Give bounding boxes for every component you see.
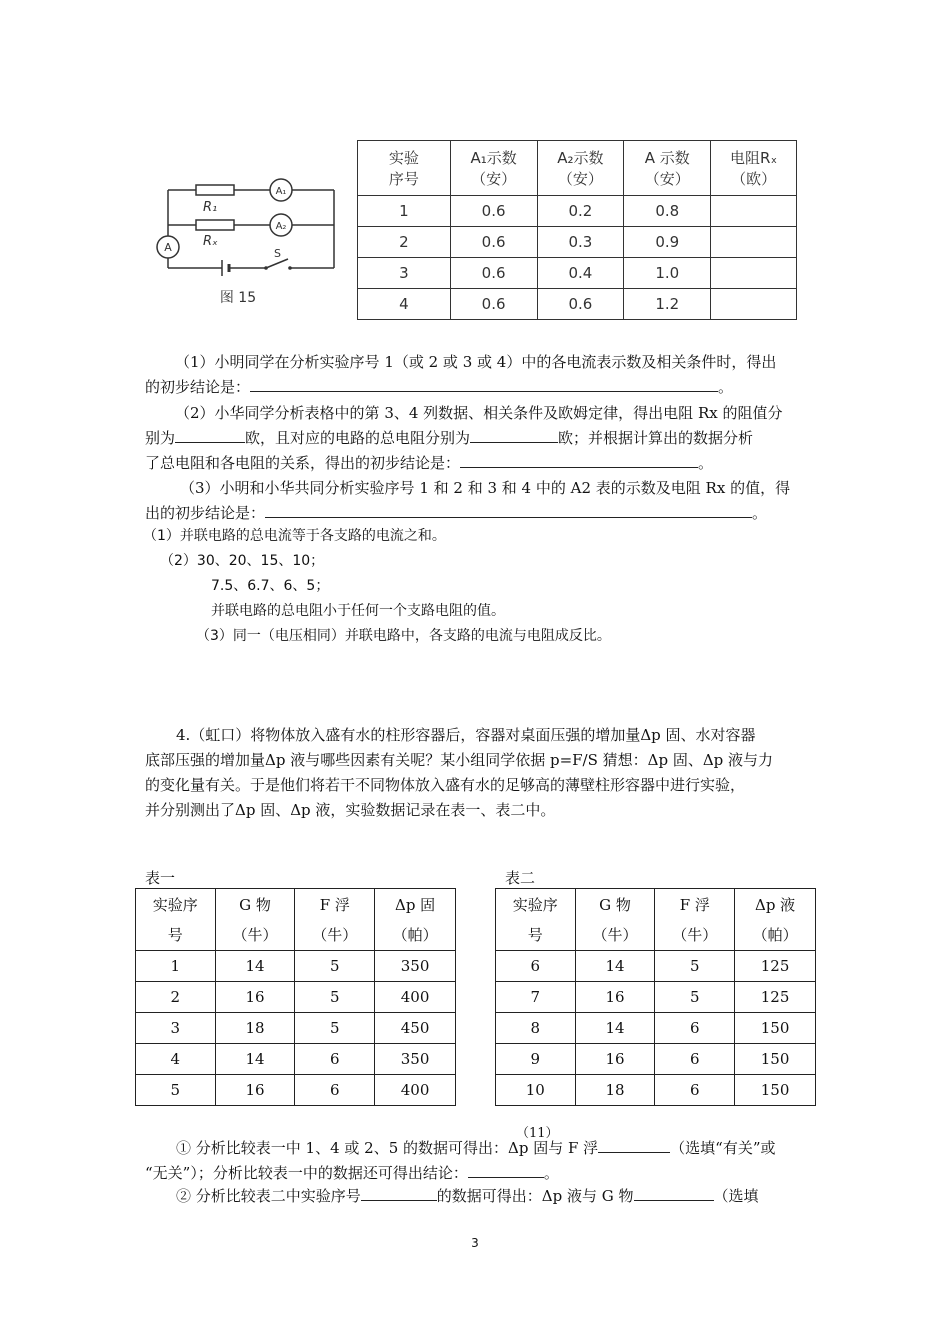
table-row: 2 0.6 0.3 0.9 — [358, 227, 797, 258]
answer-blank[interactable] — [265, 503, 752, 518]
q3-part1-line2: 的初步结论是： 。 — [145, 378, 734, 396]
q4-part1-line2: “无关”）；分析比较表一中的数据还可得出结论： 。 — [145, 1164, 559, 1182]
answer-1: （1）并联电路的总电流等于各支路的电流之和。 — [143, 528, 446, 544]
header-cell: A₂示数 （安） — [537, 141, 624, 196]
current-table — [357, 140, 797, 320]
switch-blade — [266, 259, 288, 268]
q3-part2-line3: 了总电阻和各电阻的关系，得出的初步结论是： 。 — [145, 454, 714, 472]
header-cell: 实验序 号 — [496, 889, 576, 951]
answer-blank[interactable] — [470, 428, 558, 443]
answer-blank[interactable] — [175, 428, 245, 443]
table-row: 7 16 5 125 — [496, 982, 816, 1013]
header-cell: Δp 液 （帕） — [735, 889, 816, 951]
circuit-diagram — [148, 168, 348, 313]
table-row: 1 0.6 0.2 0.8 — [358, 196, 797, 227]
table-row: 9 16 6 150 — [496, 1044, 816, 1075]
resistor-rx — [196, 220, 234, 230]
q3-part3-line1: （3）小明和小华共同分析实验序号 1 和 2 和 3 和 4 中的 A2 表的示数及电阻 Rx 的值，得 — [180, 479, 791, 497]
table-row: 3 0.6 0.4 1.0 — [358, 258, 797, 289]
table-row: 3 18 5 450 — [136, 1013, 456, 1044]
a-label: A — [164, 241, 172, 254]
blank-number-tag: （11） — [516, 1126, 559, 1141]
table-b-caption: 表二 — [505, 869, 536, 887]
answer-3: （3）同一（电压相同）并联电路中，各支路的电流与电阻成反比。 — [196, 628, 611, 644]
answer-blank[interactable] — [634, 1186, 714, 1201]
s-label: S — [274, 247, 281, 260]
q3-part2-line2: 别为 欧，且对应的电路的总电阻分别为 欧；并根据计算出的数据分析 — [145, 429, 754, 447]
table-row: 4 0.6 0.6 1.2 — [358, 289, 797, 320]
table-b — [495, 888, 816, 1106]
answer-blank[interactable] — [250, 377, 718, 392]
q4-line3: 的变化量有关。于是他们将若干不同物体放入盛有水的足够高的薄壁柱形容器中进行实验， — [145, 776, 746, 794]
header-cell: 实验序 号 — [136, 889, 216, 951]
circuit-figure — [148, 168, 348, 313]
header-cell: A 示数 （安） — [624, 141, 711, 196]
header-cell: 实验 序号 — [358, 141, 451, 196]
header-cell: Δp 固 （帕） — [375, 889, 456, 951]
table-header-row — [496, 889, 816, 951]
table-row: 10 18 6 150 — [496, 1075, 816, 1106]
page-number: 3 — [471, 1236, 479, 1250]
q3-part1-line1: （1）小明同学在分析实验序号 1（或 2 或 3 或 4）中的各电流表示数及相关条件时，得出 — [175, 353, 777, 371]
r1-label: R₁ — [203, 200, 218, 215]
answer-blank[interactable] — [361, 1186, 437, 1201]
q4-line1: 4.（虹口）将物体放入盛有水的柱形容器后，容器对桌面压强的增加量Δp 固、水对容器 — [176, 726, 756, 744]
table-row: 2 16 5 400 — [136, 982, 456, 1013]
q4-part1-line1: ① 分析比较表一中 1、4 或 2、5 的数据可得出：Δp 固与 F 浮 （选填“有关”或 — [176, 1139, 776, 1157]
table-row: 8 14 6 150 — [496, 1013, 816, 1044]
header-cell: F 浮 （牛） — [655, 889, 735, 951]
table-a — [135, 888, 456, 1106]
table-row: 6 14 5 125 — [496, 951, 816, 982]
q3-part2-line1: （2）小华同学分析表格中的第 3、4 列数据、相关条件及欧姆定律，得出电阻 Rx 的阻值分 — [175, 404, 783, 422]
q4-line2: 底部压强的增加量Δp 液与哪些因素有关呢？某小组同学依据 p=F/S 猜想：Δp 固、Δp 液与力 — [145, 751, 774, 769]
a1-label: A₁ — [275, 186, 287, 197]
answer-2b: 7.5、6.7、6、5； — [211, 578, 330, 594]
header-cell: F 浮 （牛） — [295, 889, 375, 951]
header-cell: A₁示数 （安） — [450, 141, 537, 196]
header-cell: G 物 （牛） — [575, 889, 655, 951]
answer-2: （2）30、20、15、10； — [160, 553, 325, 569]
header-cell: 电阻Rₓ （欧） — [711, 141, 797, 196]
table-header-row — [358, 141, 797, 196]
answer-blank[interactable] — [468, 1163, 544, 1178]
answer-blank[interactable] — [460, 453, 698, 468]
figure-caption: 图 15 — [219, 290, 257, 306]
table-row: 1 14 5 350 — [136, 951, 456, 982]
answer-blank[interactable] — [598, 1138, 670, 1153]
a2-label: A₂ — [275, 221, 287, 232]
rx-label: Rₓ — [203, 234, 218, 249]
q4-part2-line1: ② 分析比较表二中实验序号 的数据可得出：Δp 液与 G 物 （选填 — [176, 1187, 759, 1205]
table-row: 5 16 6 400 — [136, 1075, 456, 1106]
resistor-r1 — [196, 185, 234, 195]
q3-part3-line2: 出的初步结论是： 。 — [145, 504, 768, 522]
table-a-caption: 表一 — [145, 869, 176, 887]
table-header-row — [136, 889, 456, 951]
header-cell: G 物 （牛） — [215, 889, 295, 951]
q4-line4: 并分别测出了Δp 固、Δp 液，实验数据记录在表一、表二中。 — [145, 801, 556, 819]
table-row: 4 14 6 350 — [136, 1044, 456, 1075]
answer-2c: 并联电路的总电阻小于任何一个支路电阻的值。 — [211, 603, 505, 619]
